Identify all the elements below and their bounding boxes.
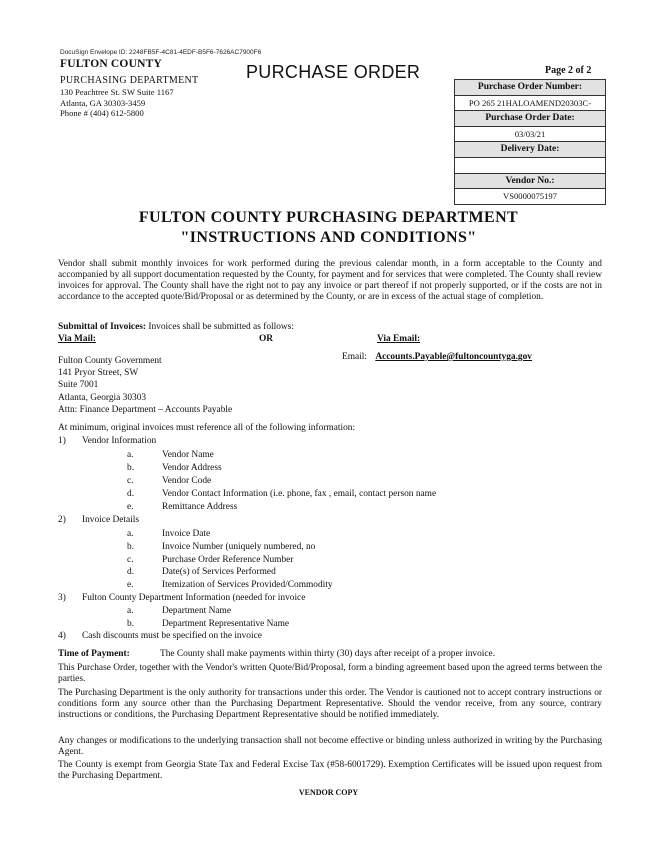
po-date-label: Purchase Order Date: (455, 111, 605, 127)
list-item: Date(s) of Services Performed (162, 567, 276, 577)
list-item-letter: b. (127, 463, 135, 473)
phone-line: Phone # (404) 612-5800 (60, 108, 144, 118)
email-line (342, 352, 532, 362)
via-mail-label: Via Mail: (58, 334, 96, 344)
list-section-number: 2) (58, 515, 66, 525)
list-item-letter: a. (127, 529, 134, 539)
list-section-title: Cash discounts must be specified on the invoice (82, 631, 262, 641)
list-item: Vendor Contact Information (i.e. phone, fax , email, contact person name (162, 489, 437, 499)
document-title: PURCHASE ORDER (246, 62, 421, 82)
closing-paragraph: Any changes or modifications to the underlying transaction shall not become effective or binding unless authorized in writing by the Purchasing Agent. (58, 736, 602, 757)
list-item: Itemization of Services Provided/Commodity (162, 580, 333, 590)
payment-label (58, 649, 130, 659)
list-item-letter: c. (127, 555, 134, 565)
list-item-letter: b. (127, 619, 135, 629)
via-email-label: Via Email: (377, 334, 421, 344)
minimum-requirements-text: At minimum, original invoices must reference all of the following information: (58, 423, 356, 433)
submittal-line (58, 322, 294, 332)
list-item: Department Representative Name (162, 619, 290, 629)
list-section-number: 3) (58, 593, 66, 603)
list-item-letter: b. (127, 542, 135, 552)
delivery-date-value (455, 158, 605, 174)
email-label: Email: (342, 352, 367, 362)
vendor-copy-footer: VENDOR COPY (298, 788, 359, 797)
list-item: Invoice Number (uniquely numbered, no (162, 542, 316, 552)
vendor-no-value: VS0000075197 (503, 191, 557, 202)
vendor-no-label: Vendor No.: (455, 174, 605, 190)
closing-paragraph: The Purchasing Department is the only authority for transactions under this order. The Vendor is cautioned not to accept contrary instructions or conditions form any source other than the Purchasing Department Representative. Should the vendor receive, from any source, contrary instructions or conditions, the Purchasing Department Representative should be notified immediately. (58, 688, 602, 720)
list-item-letter: d. (127, 489, 135, 499)
list-section-title: Invoice Details (82, 515, 140, 525)
mail-address-line: Atlanta, Georgia 30303 (58, 392, 147, 403)
po-number-label: Purchase Order Number: (455, 80, 605, 96)
delivery-date-label: Delivery Date: (455, 142, 605, 158)
closing-paragraph: This Purchase Order, together with the Vendor's written Quote/Bid/Proposal, form a binding agreement based upon the agreed terms between the parties. (58, 663, 602, 684)
org-name: FULTON COUNTY (60, 58, 162, 70)
list-section-title: Fulton County Department Information (needed for invoice (82, 593, 306, 603)
mailing-address (58, 355, 232, 416)
intro-paragraph: Vendor shall submit monthly invoices for work performed during the previous calendar month, in a form acceptable to the County and accompanied by all support documentation requested by the County, for payment and for services that were completed. The County shall review invoices for approval. The County shall have the right not to pay any invoice or part thereof if not properly supported, or if the costs are not in accordance to the accepted quote/Bid/Proposal or as determined by the County, or are in excess of the actual stage of completion. (58, 259, 602, 302)
mail-address-line: Attn: Finance Department – Accounts Payable (58, 404, 233, 415)
po-date-value: 03/03/21 (455, 127, 605, 143)
address-line: 130 Peachtree St. SW Suite 1167 (60, 87, 174, 97)
or-label: OR (259, 334, 274, 344)
closing-paragraph: The County is exempt from Georgia State Tax and Federal Excise Tax (#58-6001729). Exemption Certificates will be issued upon request from the Purchasing Department. (58, 760, 602, 781)
submittal-text: Invoices shall be submitted as follows: (148, 322, 294, 332)
list-item-letter: a. (127, 450, 134, 460)
mail-address-line: Fulton County Government (58, 356, 162, 366)
list-item: Department Name (162, 606, 231, 616)
list-item-letter: c. (127, 476, 134, 486)
submittal-label: Submittal of Invoices: (58, 322, 147, 332)
list-section-number: 4) (58, 631, 66, 641)
list-item: Invoice Date (162, 529, 211, 539)
list-section-number: 1) (58, 436, 66, 446)
list-item-letter: e. (127, 502, 134, 512)
list-item-letter: e. (127, 580, 134, 590)
list-item: Vendor Code (162, 476, 212, 486)
payment-label-text: Time of Payment: (58, 649, 130, 659)
mail-address-line: 141 Pryor Street, SW (58, 368, 139, 379)
list-item: Vendor Name (162, 450, 214, 460)
mail-address-line: Suite 7001 (58, 380, 99, 391)
address-line: Atlanta, GA 30303-3459 (60, 97, 146, 108)
org-address (60, 87, 174, 119)
payment-text: The County shall make payments within thirty (30) days after receipt of a proper invoice. (160, 649, 496, 659)
docusign-envelope-id: DocuSign Envelope ID: 2248FB5F-4C81-4EDF-B5F6-7626AC7900F6 (60, 49, 262, 56)
list-item-letter: d. (127, 567, 135, 577)
list-item: Remittance Address (162, 502, 238, 512)
list-item: Vendor Address (162, 463, 222, 473)
dept-name: PURCHASING DEPARTMENT (60, 75, 199, 86)
po-number-value: PO 265 21HALOAMEND20303C- (455, 96, 605, 112)
section-title-line1: FULTON COUNTY PURCHASING DEPARTMENT (138, 209, 519, 226)
list-item-letter: a. (127, 606, 134, 616)
list-item: Purchase Order Reference Number (162, 555, 294, 565)
purchase-order-info-box (454, 79, 606, 205)
email-address-link[interactable]: Accounts.Payable@fultoncountyga.gov (375, 352, 532, 362)
list-section-title: Vendor Information (82, 436, 157, 446)
section-title-line2: "INSTRUCTIONS AND CONDITIONS" (180, 229, 477, 246)
page-number: Page 2 of 2 (545, 65, 592, 76)
